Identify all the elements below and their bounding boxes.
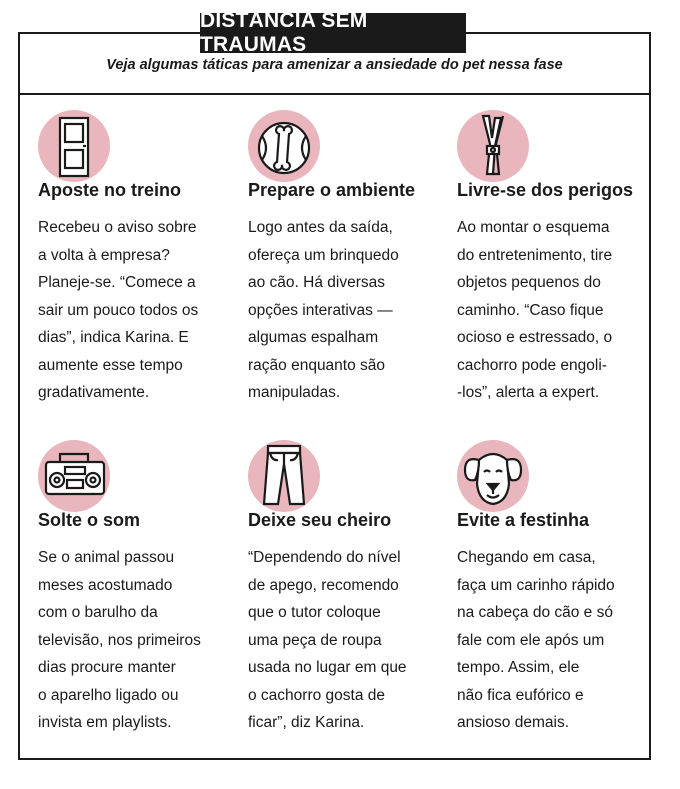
infographic-title: DISTÂNCIA SEM TRAUMAS <box>200 13 466 53</box>
tip-text: Ao montar o esquema do entretenimento, tire objetos pequenos do caminho. “Caso fique ocioso e estressado, o cachorro pode engoli- -los”, alerta a expert. <box>457 219 613 401</box>
tip-title: Evite a festinha <box>457 510 590 530</box>
tip-text: Recebeu o aviso sobre a volta à empresa? Planeje-se. “Comece a sair um pouco todos os dias”, indica Karina. E aumente esse tempo gradativamente. <box>38 219 199 401</box>
tip-title: Aposte no treino <box>38 180 181 200</box>
tip-text: Se o animal passou meses acostumado com o barulho da televisão, nos primeiros dias procure manter o aparelho ligado ou invista em playlists. <box>38 549 201 731</box>
tip-title: Livre-se dos perigos <box>457 180 634 200</box>
tip-text: “Dependendo do nível de apego, recomendo que o tutor coloque uma peça de roupa usada no lugar em que o cachorro gosta de ficar”, diz Karina. <box>248 549 407 731</box>
ball-bone-icon <box>248 110 320 182</box>
tip-title: Prepare o ambiente <box>248 180 416 200</box>
infographic-subtitle: Veja algumas táticas para amenizar a ansiedade do pet nessa fase <box>106 57 563 73</box>
tip-title: Deixe seu cheiro <box>248 510 392 530</box>
tip-title: Solte o som <box>38 510 141 530</box>
dog-face-icon <box>457 440 529 512</box>
tip-text: Chegando em casa, faça um carinho rápido na cabeça do cão e só fale com ele após um tempo. Assim, ele não fica eufórico e ansioso demais. <box>457 549 615 731</box>
tip-text: Logo antes da saída, ofereça um brinquedo ao cão. Há diversas opções interativas — algumas espalham ração enquanto são manipuladas. <box>248 219 399 401</box>
door-icon <box>38 110 110 182</box>
pants-icon <box>248 440 320 512</box>
clothespin-icon <box>457 110 529 182</box>
boombox-icon <box>38 440 110 512</box>
header-divider <box>20 93 649 95</box>
